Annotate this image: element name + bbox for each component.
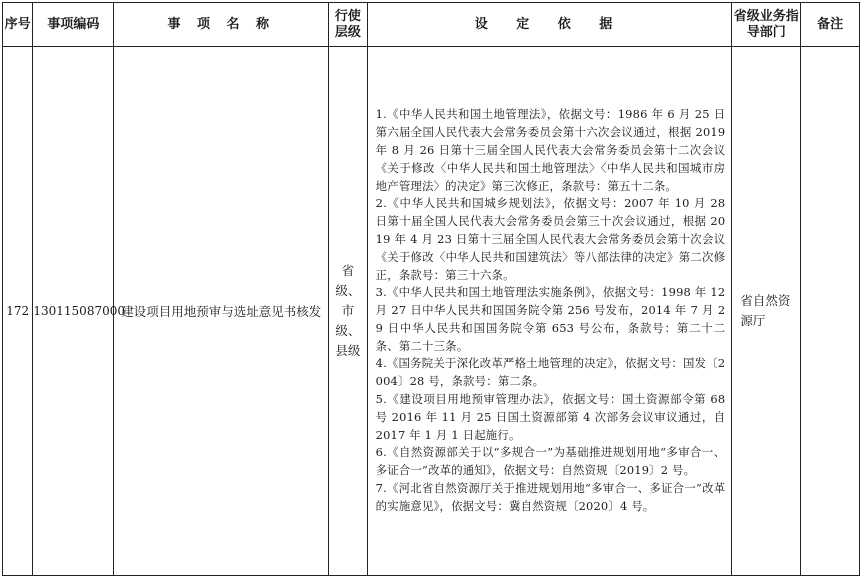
row-name: 建设项目用地预审与选址意见书核发	[114, 47, 329, 576]
basis-list	[376, 106, 726, 515]
row-seq: 172	[3, 47, 33, 576]
row-dept: 省自然资源厅	[732, 47, 801, 576]
basis-item-2: 2.《中华人民共和国城乡规划法》，依据文号：2007 年 10 月 28 日第十届全国人民代表大会常务委员会第三十次会议通过，根据 2019 年 4 月 23 日第十三届全国人民代表大会常务委员会第十次会议《关于修改〈中华人民共和国建筑法〉等八部法律的决定》第二次修正，条款号：第三十六条。	[375, 196, 726, 282]
basis-item-6: 6.《自然资源部关于以“多规合一”为基础推进规划用地“多审合一、多证合一”改革的通知》，依据文号：自然资规〔2019〕2 号。	[375, 445, 726, 478]
header-basis: 设 定 依 据	[367, 3, 732, 47]
header-name: 事 项 名 称	[114, 3, 329, 47]
table-row	[3, 47, 860, 576]
header-note: 备注	[801, 3, 860, 47]
header-seq: 序号	[3, 3, 33, 47]
basis-item-3: 3.《中华人民共和国土地管理法实施条例》，依据文号：1998 年 12 月 27 日中华人民共和国国务院令第 256 号发布，2014 年 7 月 29 日中华人民共和国国务院令第 653 号公布，条款号：第二十二条、第二十三条。	[375, 285, 726, 353]
document-page	[2, 2, 860, 576]
row-code: 130115087000	[33, 47, 114, 576]
row-note	[801, 47, 860, 576]
basis-item-4: 4.《国务院关于深化改革严格土地管理的决定》，依据文号：国发〔2004〕28 号，条款号：第二条。	[375, 356, 726, 389]
basis-item-7: 7.《河北省自然资源厅关于推进规划用地“多审合一、多证合一”改革的实施意见》，依据文号：冀自然资规〔2020〕4 号。	[375, 481, 726, 513]
row-level: 省级、市级、县级	[329, 47, 367, 576]
header-code: 事项编码	[33, 3, 114, 47]
header-dept: 省级业务指导部门	[732, 3, 801, 47]
basis-item-1: 1.《中华人民共和国土地管理法》，依据文号：1986 年 6 月 25 日第六届全国人民代表大会常务委员会第十六次会议通过，根据 2019 年 8 月 26 日第十三届全国人民代表大会常务委员会第十二次会议《关于修改〈中华人民共和国土地管理法〉〈中华人民共和国城市房地产管理法〉的决定》第三次修正，条款号：第五十二条。	[375, 107, 726, 193]
table-header-row	[3, 3, 860, 47]
row-basis	[367, 47, 732, 576]
basis-item-5: 5.《建设项目用地预审管理办法》，依据文号：国土资源部令第 68 号 2016 年 11 月 25 日国土资源部第 4 次部务会议审议通过，自 2017 年 1 月 1 日起施行。	[375, 392, 726, 442]
items-table	[2, 2, 860, 576]
header-level: 行使层级	[329, 3, 367, 47]
